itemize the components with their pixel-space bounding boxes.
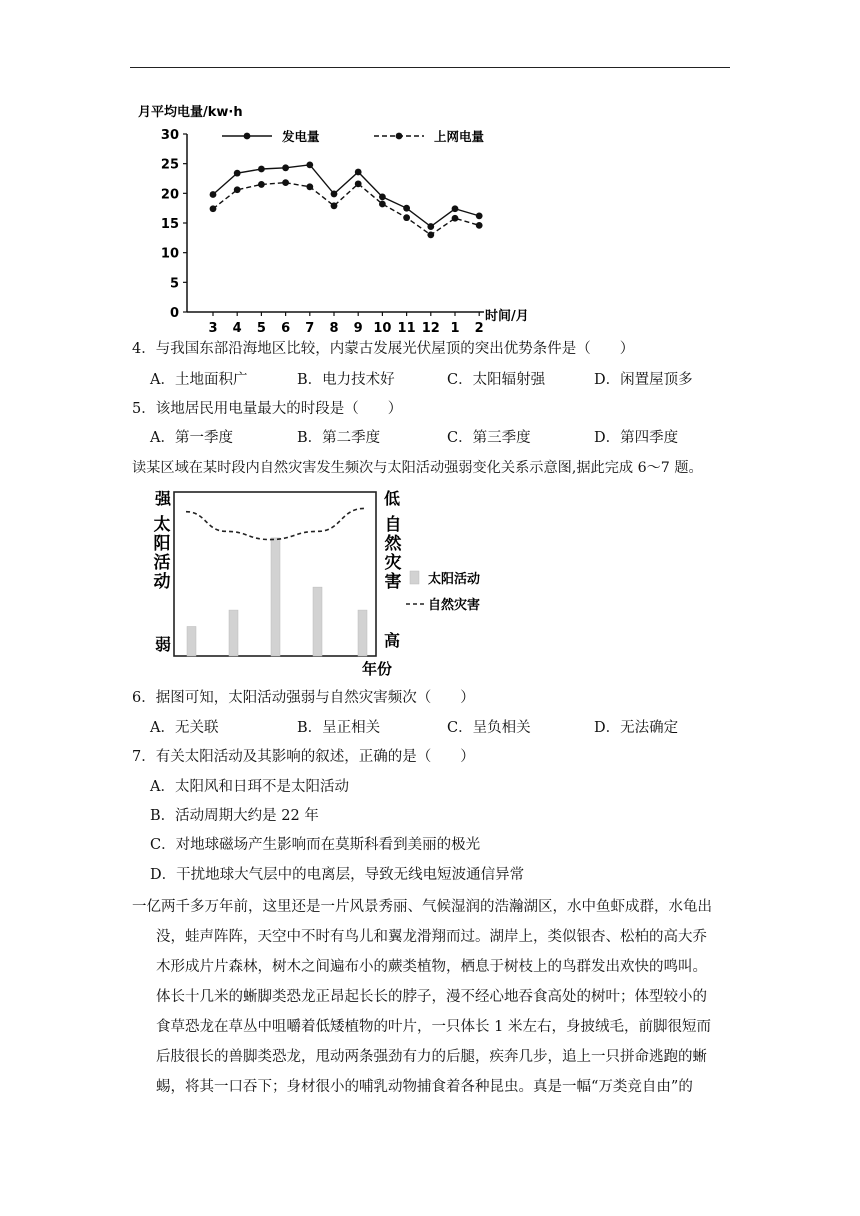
solar-activity-bar (313, 587, 322, 656)
q6-option-c[interactable]: C．呈负相关 (447, 720, 531, 736)
x-tick-label: 9 (353, 321, 363, 336)
solar-activity-bar (358, 610, 367, 656)
q4-stem: 4．与我国东部沿海地区比较，内蒙古发展光伏屋顶的突出优势条件是（ ） (132, 341, 635, 357)
axis-label-char: 然 (384, 534, 402, 554)
q5-option-b[interactable]: B．第二季度 (297, 430, 381, 446)
legend-marker (396, 133, 403, 140)
chart2-xlabel: 年份 (362, 660, 393, 678)
q7-option-c[interactable]: C．对地球磁场产生影响而在莫斯科看到美丽的极光 (150, 837, 481, 853)
y-tick-label: 0 (169, 306, 179, 321)
data-point (258, 166, 265, 173)
chart2-left-bottom: 弱 (155, 635, 172, 654)
x-tick-label: 12 (421, 321, 440, 336)
axis-label-char: 活 (153, 553, 171, 573)
axis-label-char: 灾 (384, 553, 402, 573)
data-point (282, 179, 289, 186)
chart2-left-top: 强 (155, 489, 172, 508)
x-tick-label: 4 (232, 321, 242, 336)
data-point (379, 201, 386, 208)
solar-activity-bar (229, 610, 238, 656)
y-tick-label: 10 (160, 246, 179, 262)
q5-option-a[interactable]: A．第一季度 (150, 430, 233, 446)
data-point (403, 205, 410, 212)
solar-disaster-chart (146, 484, 486, 684)
chart2-right-axis-label (385, 514, 403, 592)
passage-line: 没，蛙声阵阵，天空中不时有鸟儿和翼龙滑翔而过。湖岸上，类似银杏、松柏的高大乔 (156, 929, 707, 945)
data-point (427, 231, 434, 238)
passage-line: 蜴，将其一口吞下；身材很小的哺乳动物捕食着各种昆虫。真是一幅“万类竞自由”的 (156, 1079, 693, 1095)
data-point (282, 164, 289, 171)
chart1-ylabel: 月平均电量/kw·h (138, 105, 243, 120)
data-point (355, 180, 362, 187)
data-point (258, 181, 265, 188)
data-point (306, 183, 313, 190)
legend-label: 发电量 (282, 129, 320, 144)
data-point (234, 170, 241, 177)
data-point (210, 205, 217, 212)
data-point (452, 205, 459, 212)
x-tick-label: 1 (450, 321, 460, 336)
chart1-xlabel: 时间/月 (485, 309, 529, 324)
data-point (306, 161, 313, 168)
legend-bar-swatch (410, 571, 419, 584)
data-point (331, 191, 338, 198)
q6-option-b[interactable]: B．呈正相关 (297, 720, 381, 736)
data-point (452, 215, 459, 222)
x-tick-label: 2 (474, 321, 484, 336)
series-line-1 (213, 183, 479, 235)
passage-line: 体长十几米的蜥脚类恐龙正昂起长长的脖子，漫不经心地吞食高处的树叶；体型较小的 (156, 989, 707, 1005)
intro-6-7: 读某区域在某时段内自然灾害发生频次与太阳活动强弱变化关系示意图,据此完成 6～7 题。 (132, 460, 703, 476)
y-tick-label: 25 (160, 157, 179, 173)
q4-option-b[interactable]: B．电力技术好 (297, 372, 395, 388)
y-tick-label: 15 (160, 217, 179, 232)
data-point (403, 214, 410, 221)
x-tick-label: 3 (208, 321, 218, 336)
series-line-0 (213, 165, 479, 227)
data-point (427, 223, 434, 230)
y-tick-label: 20 (160, 187, 179, 203)
q5-option-c[interactable]: C．第三季度 (447, 430, 531, 446)
legend-label: 上网电量 (434, 129, 485, 144)
passage-line: 后肢很长的兽脚类恐龙，甩动两条强劲有力的后腿，疾奔几步，追上一只拼命逃跑的蜥 (156, 1049, 707, 1065)
q6-option-a[interactable]: A．无关联 (150, 720, 219, 736)
q6-stem: 6．据图可知，太阳活动强弱与自然灾害频次（ ） (132, 690, 475, 706)
data-point (331, 202, 338, 209)
x-tick-label: 8 (329, 321, 339, 336)
q7-stem: 7．有关太阳活动及其影响的叙述，正确的是（ ） (132, 749, 475, 765)
x-tick-label: 11 (397, 321, 416, 336)
axis-label-char: 阳 (153, 534, 171, 554)
solar-activity-bar (187, 626, 196, 656)
data-point (476, 212, 483, 219)
passage-line: 食草恐龙在草丛中咀嚼着低矮植物的叶片，一只体长 1 米左右，身披绒毛，前脚很短而 (156, 1019, 711, 1035)
q5-stem: 5．该地居民用电量最大的时段是（ ） (132, 401, 403, 417)
passage-line: 木形成片片森林，树木之间遍布小的蕨类植物，栖息于树枝上的鸟群发出欢快的鸣叫。 (156, 959, 707, 975)
q7-option-b[interactable]: B．活动周期大约是 22 年 (150, 808, 319, 824)
legend-disaster-label: 自然灾害 (428, 598, 481, 613)
data-point (476, 222, 483, 229)
q4-option-d[interactable]: D．闲置屋顶多 (594, 372, 693, 388)
x-tick-label: 5 (256, 321, 266, 336)
axis-label-char: 害 (384, 572, 402, 592)
x-tick-label: 7 (305, 321, 315, 336)
data-point (379, 193, 386, 200)
chart2-left-axis-label (154, 514, 171, 592)
header-rule (130, 67, 730, 68)
q7-option-d[interactable]: D．干扰地球大气层中的电离层，导致无线电短波通信异常 (150, 867, 525, 883)
q4-option-a[interactable]: A．土地面积广 (150, 372, 248, 388)
x-tick-label: 10 (373, 321, 392, 336)
chart2-right-top: 低 (384, 489, 401, 508)
passage-line: 一亿两千多万年前，这里还是一片风景秀丽、气候湿润的浩瀚湖区，水中鱼虾成群，水龟出 (132, 899, 712, 915)
axis-label-char: 动 (153, 572, 171, 592)
data-point (210, 191, 217, 198)
y-tick-label: 30 (160, 128, 179, 143)
q7-option-a[interactable]: A．太阳风和日珥不是太阳活动 (150, 779, 349, 795)
solar-activity-bar (271, 538, 280, 656)
data-point (355, 169, 362, 176)
data-point (234, 186, 241, 193)
disaster-curve (186, 508, 364, 539)
y-tick-label: 5 (169, 276, 179, 292)
reading-passage (132, 892, 730, 1102)
axis-label-char: 自 (384, 515, 402, 535)
q5-option-d[interactable]: D．第四季度 (594, 430, 679, 446)
electricity-line-chart (138, 96, 558, 336)
axis-label-char: 太 (153, 515, 171, 535)
q6-option-d[interactable]: D．无法确定 (594, 720, 679, 736)
q4-option-c[interactable]: C．太阳辐射强 (447, 372, 546, 388)
legend-solar-label: 太阳活动 (428, 572, 481, 587)
x-tick-label: 6 (281, 321, 291, 336)
chart2-right-bottom: 高 (384, 631, 401, 650)
legend-marker (244, 133, 251, 140)
